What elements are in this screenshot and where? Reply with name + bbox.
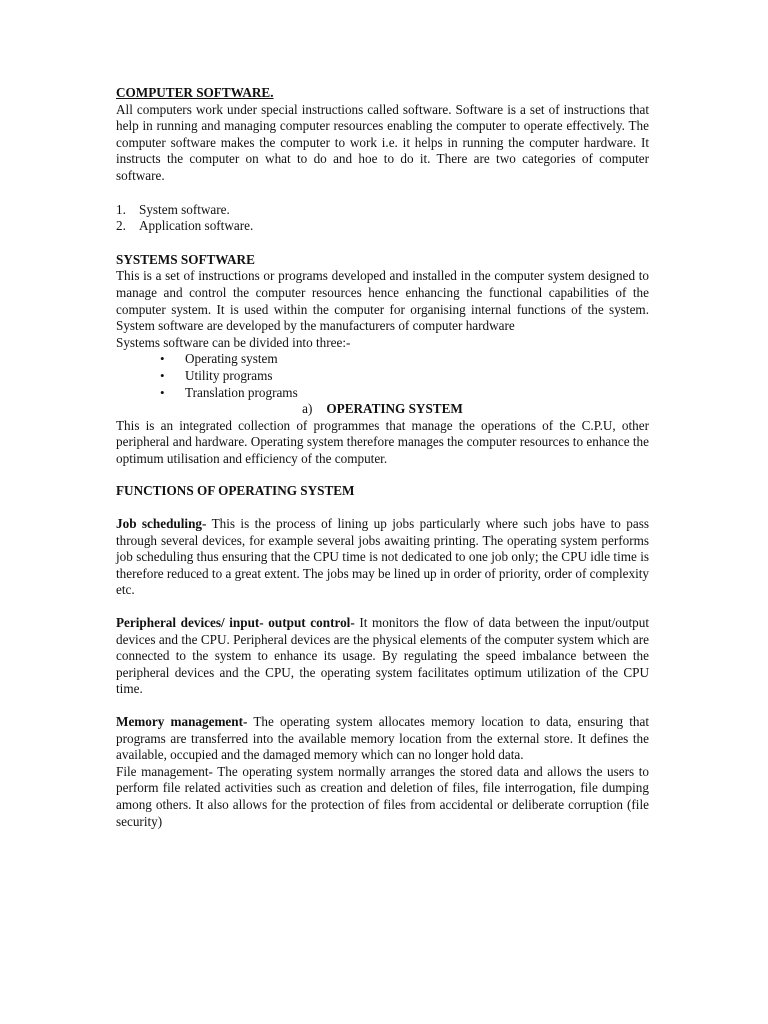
term: Peripheral devices/ input- output control- [116,615,355,631]
peripheral-control-paragraph [116,615,649,698]
list-number: 1. [116,201,126,217]
software-categories-list [116,202,649,235]
spacer [116,500,649,516]
spacer [116,185,649,202]
heading-title: OPERATING SYSTEM [326,401,463,417]
list-item [160,385,649,402]
systems-software-heading: SYSTEMS SOFTWARE [116,251,255,267]
file-management-paragraph: File management- The operating system normally arranges the stored data and allows the users to perform file related activities such as creation and deletion of files, file interrogation, file dumping among others. It also allows for the protection of files from accidental or deliberate corruption (file security) [116,763,649,829]
intro-paragraph: All computers work under special instructions called software. Software is a set of instructions that help in running and managing computer resources enabling the computer to operate effectively. The computer software makes the computer to work i.e. it helps in running the computer hardware. It instructs the computer on what to do and hoe to do it. There are two categories of computer software. [116,101,649,183]
spacer [116,599,649,615]
list-item-label: System software. [139,201,230,217]
document-page [116,85,649,830]
list-item [160,351,649,368]
bullet-icon: • [160,351,165,367]
memory-management-paragraph [116,714,649,764]
systems-divided-line: Systems software can be divided into three:- [116,334,351,350]
list-item [116,218,649,235]
spacer [116,467,649,483]
systems-software-paragraph: This is a set of instructions or programs developed and installed in the computer system designed to manage and control the computer resources hence enhancing the functional capabilities of the computer system. It is used within the computer for organising internal functions of the system. System software are developed by the manufacturers of computer hardware [116,268,649,334]
term: Memory management- [116,714,248,729]
functions-heading: FUNCTIONS OF OPERATING SYSTEM [116,483,355,499]
list-item-label: Translation programs [185,384,298,400]
document-title: COMPUTER SOFTWARE. [116,85,274,100]
list-number: 2. [116,218,126,234]
bullet-icon: • [160,384,165,400]
list-item-label: Application software. [139,218,254,234]
term: Job scheduling- [116,516,207,532]
operating-system-heading [116,401,649,418]
term-description: This is the process of lining up jobs particularly where such jobs have to pass through several devices, for example several jobs awaiting printing. The operating system performs job scheduling thus ensuring that the CPU time is not dedicated to one job only; the CPU idle time is therefore reduced to a great extent. The jobs may be lined up in order of priority, order of complexity etc. [116,516,650,598]
operating-system-paragraph: This is an integrated collection of programmes that manage the operations of the C.P.U, other peripheral and hardware. Operating system therefore manages the computer resources to enhance the optimum utilisation and efficiency of the computer. [116,417,649,466]
term-description: The operating system allocates memory location to data, ensuring that programs are transferred into the available memory location from the external store. It defines the available, occupied and the damaged memory which can no longer hold data. [116,714,649,763]
list-item [160,368,649,385]
spacer [116,698,649,714]
spacer [116,235,649,252]
list-item [116,202,649,219]
job-scheduling-paragraph [116,516,649,599]
list-item-label: Utility programs [185,367,273,383]
term-description: It monitors the flow of data between the input/output devices and the CPU. Peripheral devices are the physical elements of the computer system which are connected to the system to enhance its usage. By regulating the speed imbalance between the peripheral devices and the CPU, the operating system facilitates optimum utilization of the CPU time. [116,615,649,697]
list-item-label: Operating system [185,351,278,367]
systems-types-list [116,351,649,401]
heading-letter: a) [302,401,313,417]
bullet-icon: • [160,367,165,383]
